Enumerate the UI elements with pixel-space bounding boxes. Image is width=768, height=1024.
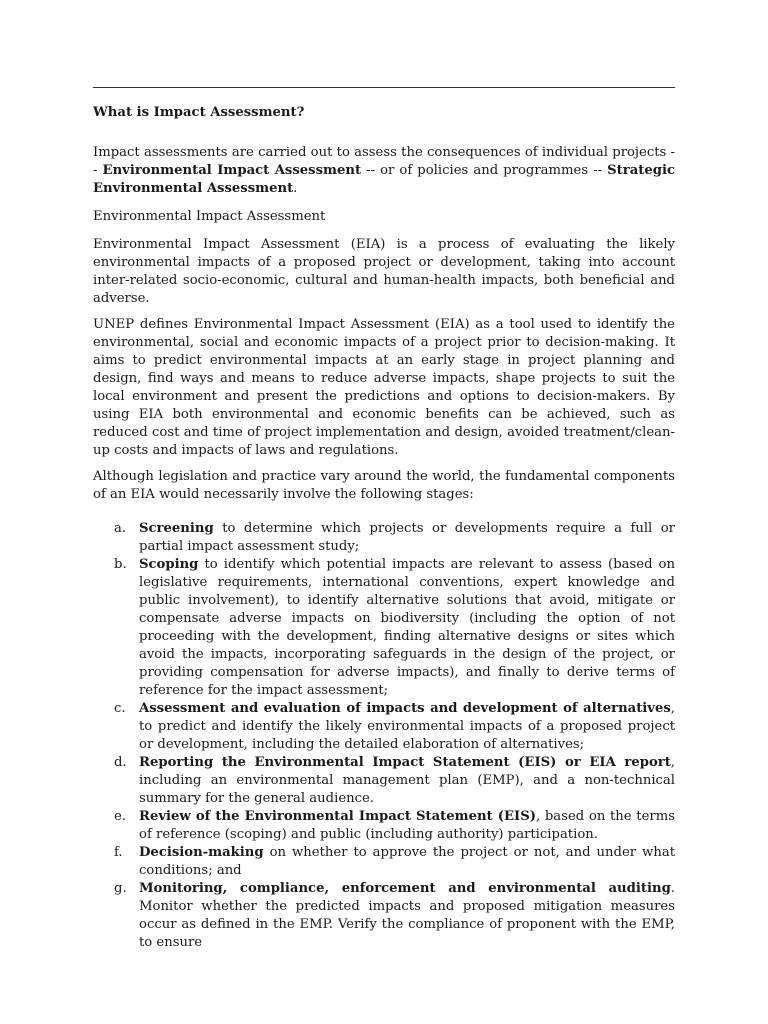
- list-item: [114, 700, 675, 754]
- stage-term: Assessment and evaluation of impacts and development of alternatives: [139, 701, 671, 716]
- list-item: [114, 556, 675, 700]
- intro-text-middle: -- or of policies and programmes --: [361, 163, 608, 178]
- intro-text-start: Impact assessments are carried out to assess the consequences of individual projects --: [93, 145, 675, 178]
- list-marker: b.: [114, 557, 127, 572]
- sea-term: Strategic Environmental Assessment: [93, 163, 675, 196]
- stage-term: Reporting the Environmental Impact Statement (EIS) or EIA report: [139, 755, 671, 770]
- stage-text: on whether to approve the project or not, and under what conditions; and: [139, 845, 675, 878]
- stage-text: . Monitor whether the predicted impacts and proposed mitigation measures occur as defined in the EMP. Verify the compliance of proponent with the EMP, to ensure: [139, 881, 675, 950]
- intro-text-end: .: [293, 181, 298, 196]
- stage-text: to identify which potential impacts are relevant to assess (based on legislative requirements, international conventions, expert knowledge and public involvement), to identify alternative solutions that avoid, mitigate or compensate adverse impacts on biodiversity (including the option of not proceeding with the development, finding alternative designs or sites which avoid the impacts, incorporating safeguards in the design of the project, or providing compensation for adverse impacts), and finally to derive terms of reference for the impact assessment;: [139, 557, 675, 698]
- list-item: [114, 844, 675, 880]
- eia-term: Environmental Impact Assessment: [102, 163, 362, 178]
- section-title: Environmental Impact Assessment: [93, 209, 326, 224]
- list-item: [114, 754, 675, 808]
- stage-text: , based on the terms of reference (scoping) and public (including authority) participation.: [139, 809, 675, 842]
- list-marker: f.: [114, 845, 123, 860]
- list-marker: e.: [114, 809, 126, 824]
- page-title: What is Impact Assessment?: [93, 105, 305, 120]
- stage-text: , to predict and identify the likely environmental impacts of a proposed project or development, including the detailed elaboration of alternatives;: [139, 701, 675, 752]
- list-marker: c.: [114, 701, 126, 716]
- eia-definition-paragraph: Environmental Impact Assessment (EIA) is a process of evaluating the likely environmental impacts of a proposed project or development, taking into account inter-related socio-economic, cultural and human-health impacts, both beneficial and adverse.: [93, 237, 675, 306]
- list-item: [114, 520, 675, 556]
- stage-text: , including an environmental management plan (EMP), and a non-technical summary for the general audience.: [139, 755, 675, 806]
- unep-paragraph: UNEP defines Environmental Impact Assessment (EIA) as a tool used to identify the environmental, social and economic impacts of a project prior to decision-making. It aims to predict environmental impacts at an early stage in project planning and design, find ways and means to reduce adverse impacts, shape projects to suit the local environment and present the predictions and options to decision-makers. By using EIA both environmental and economic benefits can be achieved, such as reduced cost and time of project implementation and design, avoided treatment/clean-up costs and impacts of laws and regulations.: [93, 317, 675, 458]
- stage-term: Decision-making: [139, 845, 264, 860]
- stage-term: Scoping: [139, 557, 199, 572]
- stage-term: Monitoring, compliance, enforcement and environmental auditing: [139, 881, 671, 896]
- intro-paragraph: [93, 144, 675, 198]
- list-item: [114, 808, 675, 844]
- stage-text: to determine which projects or developments require a full or partial impact assessment study;: [139, 521, 675, 554]
- stage-term: Screening: [139, 521, 214, 536]
- document-body: [93, 144, 675, 952]
- top-divider: [93, 87, 675, 88]
- stage-term: Review of the Environmental Impact Statement (EIS): [139, 809, 536, 824]
- stages-intro-paragraph: Although legislation and practice vary around the world, the fundamental components of an EIA would necessarily involve the following stages:: [93, 469, 675, 502]
- list-marker: a.: [114, 521, 127, 536]
- list-marker: g.: [114, 881, 127, 896]
- list-marker: d.: [114, 755, 127, 770]
- list-item: [114, 880, 675, 952]
- stages-list: [93, 520, 675, 952]
